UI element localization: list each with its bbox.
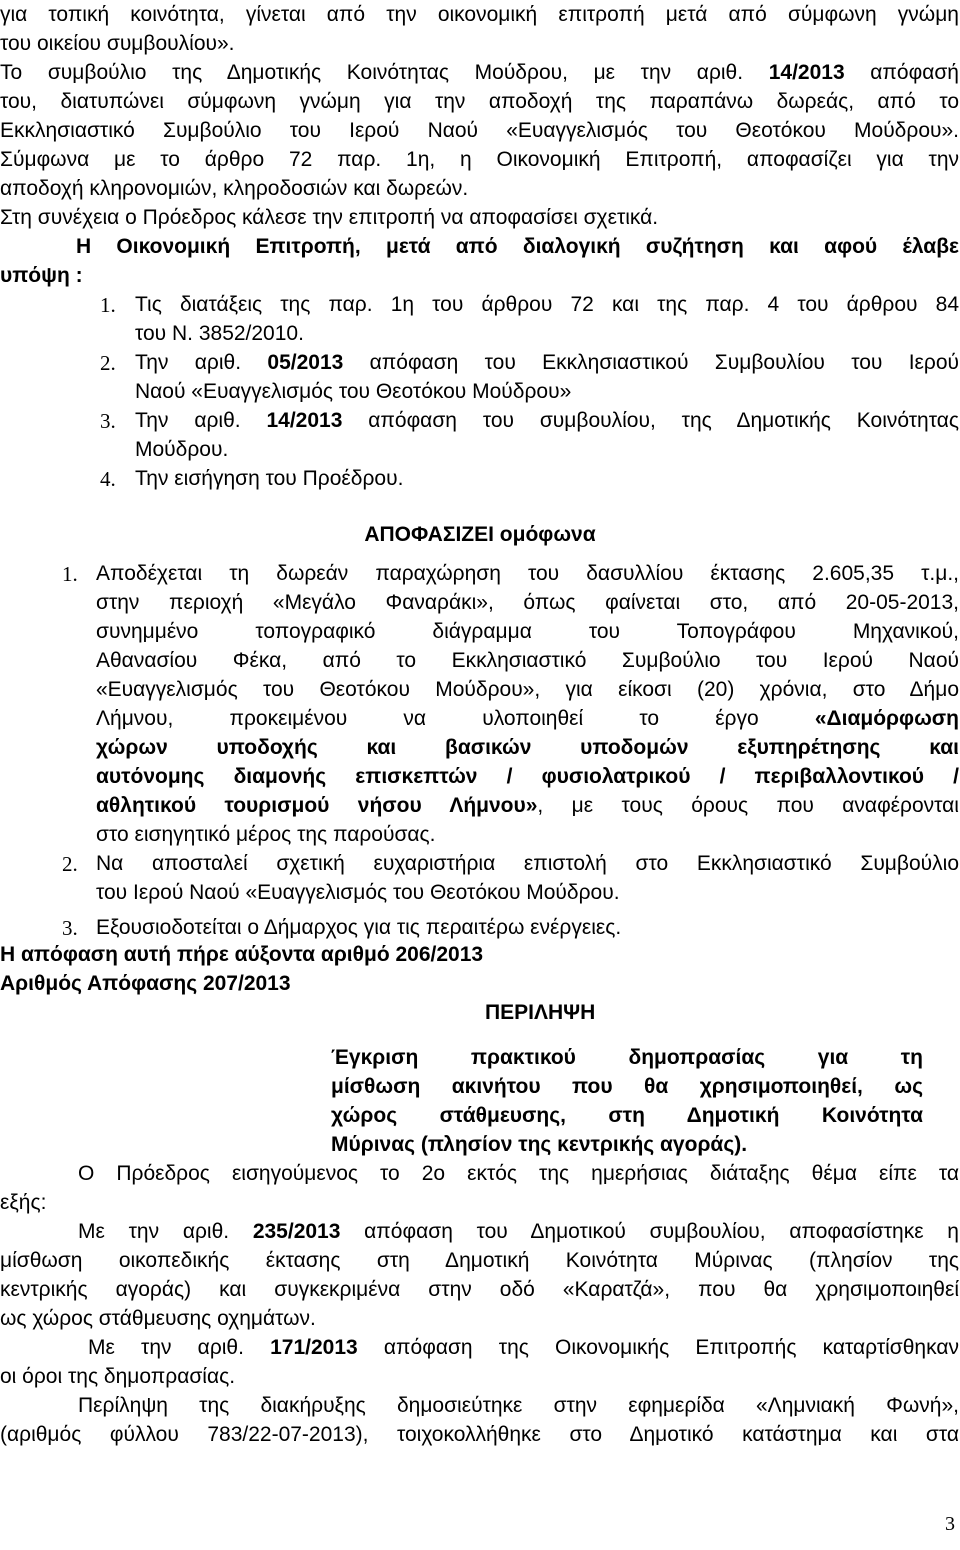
- list-item: [135, 348, 959, 378]
- decision-ref: 14/2013: [266, 409, 343, 432]
- summary-line: Μύρινας (πλησίον της κεντρικής αγοράς).: [331, 1133, 748, 1156]
- text-span: Λήμνου, προκειμένου να υλοποιηθεί το έργο: [96, 707, 815, 730]
- summary-line: μίσθωση ακινήτου που θα χρησιμοποιηθεί, ως: [331, 1075, 923, 1098]
- decision-line: του Ιερού Ναού «Ευαγγελισμός του Θεοτόκου Μούδρου.: [96, 881, 620, 904]
- text-line: κεντρικής αγοράς) και συγκεκριμένα στην οδό «Καρατζά», που θα χρησιμοποιηθεί: [0, 1278, 959, 1301]
- text-line: του, διατυπώνει σύμφωνη γνώμη για την αποδοχή της παραπάνω δωρεάς, από το: [0, 90, 959, 113]
- decision-line: στο εισηγητικό μέρος της παρούσας.: [96, 823, 436, 846]
- text-line: (αριθμός φύλλου 783/22-07-2013), τοιχοκολλήθηκε στο Δημοτικό κατάστημα και στα: [0, 1423, 959, 1446]
- text-line: για τοπική κοινότητα, γίνεται από την οικονομική επιτροπή μετά από σύμφωνη γνώμη: [0, 3, 959, 26]
- decision-ref: 14/2013: [768, 61, 845, 84]
- text-line: Ο Πρόεδρος εισηγούμενος το 2ο εκτός της ημερήσιας διάταξης θέμα είπε τα: [78, 1162, 959, 1185]
- list-number: 2.: [100, 351, 116, 375]
- text-line: ως χώρος στάθμευσης οχημάτων.: [0, 1307, 316, 1330]
- text-line: [0, 58, 959, 88]
- list-number: 3.: [62, 916, 78, 940]
- text-span: απόφαση του συμβουλίου, της Δημοτικής Κοινότητας: [342, 409, 959, 432]
- list-item: [135, 406, 959, 436]
- text-line: Στη συνέχεια ο Πρόεδρος κάλεσε την επιτροπή να αποφασίσει σχετικά.: [0, 206, 659, 229]
- list-number: 1.: [62, 562, 78, 586]
- decision-line: στην περιοχή «Μεγάλο Φαναράκι», όπως φαίνεται στο, από 20-05-2013,: [96, 591, 959, 614]
- text-span: Την αριθ.: [135, 351, 268, 374]
- summary-heading: ΠΕΡΙΛΗΨΗ: [485, 1001, 596, 1024]
- decides-heading: ΑΠΟΦΑΣΙΖΕΙ ομόφωνα: [364, 523, 596, 546]
- text-line: Περίληψη της διακήρυξης δημοσιεύτηκε στην εφημερίδα «Λημνιακή Φωνή»,: [78, 1394, 959, 1417]
- project-title: αυτόνομης διαμονής επισκεπτών / φυσιολατρικού / περιβαλλοντικού /: [96, 765, 959, 788]
- text-line: αποδοχή κληρονομιών, κληροδοσιών και δωρεών.: [0, 177, 469, 200]
- list-number: 2.: [62, 852, 78, 876]
- text-line: [88, 1333, 959, 1363]
- text-span: , με τους όρους που αναφέρονται: [537, 794, 959, 817]
- text-line: Σύμφωνα με το άρθρο 72 παρ. 1η, η Οικονομική Επιτροπή, αποφασίζει για την: [0, 148, 959, 171]
- project-title: «Διαμόρφωση: [814, 707, 959, 730]
- text-span: απόφαση του Εκκλησιαστικού Συμβουλίου του Ιερού: [343, 351, 960, 374]
- list-item: Μούδρου.: [135, 438, 229, 461]
- summary-line: χώρος στάθμευσης, στη Δημοτική Κοινότητα: [331, 1104, 923, 1127]
- list-item: του Ν. 3852/2010.: [135, 322, 304, 345]
- decision-ref: 05/2013: [267, 351, 344, 374]
- list-item: Ναού «Ευαγγελισμός του Θεοτόκου Μούδρου»: [135, 380, 572, 403]
- decision-line: «Ευαγγελισμός του Θεοτόκου Μούδρου», για είκοσι (20) χρόνια, στο Δήμο: [96, 678, 959, 701]
- text-span: Την αριθ.: [135, 409, 267, 432]
- list-number: 1.: [100, 293, 116, 317]
- next-decision-label: Αριθμός Απόφασης 207/2013: [0, 972, 291, 995]
- list-number: 4.: [100, 467, 116, 491]
- decision-line: Εξουσιοδοτείται ο Δήμαρχος για τις περαιτέρω ενέργειες.: [96, 916, 622, 939]
- text-span: απόφαση του Δημοτικού συμβουλίου, αποφασίστηκε η: [340, 1220, 959, 1243]
- text-line: [78, 1217, 959, 1247]
- decision-ref: 171/2013: [270, 1336, 358, 1359]
- decision-line: Να αποσταλεί σχετική ευχαριστήρια επιστολή στο Εκκλησιαστικό Συμβούλιο: [96, 852, 959, 875]
- text-span: Με την αριθ.: [78, 1220, 253, 1243]
- project-title: χώρων υποδοχής και βασικών υποδομών εξυπηρέτησης και: [96, 736, 959, 759]
- text-line: του οικείου συμβουλίου».: [0, 32, 235, 55]
- decision-number: Η απόφαση αυτή πήρε αύξοντα αριθμό 206/2013: [0, 943, 484, 966]
- committee-heading: Η Οικονομική Επιτροπή, μετά από διαλογική συζήτηση και αφού έλαβε: [76, 235, 959, 258]
- text-line: μίσθωση οικοπεδικής έκτασης στη Δημοτική Κοινότητα Μύρινας (πλησίον της: [0, 1249, 959, 1272]
- decision-ref: 235/2013: [252, 1220, 341, 1243]
- decision-line: Αποδέχεται τη δωρεάν παραχώρηση του δασυλλίου έκτασης 2.605,35 τ.μ.,: [96, 562, 959, 585]
- text-span: απόφαση της Οικονομικής Επιτροπής καταρτίσθηκαν: [357, 1336, 959, 1359]
- list-item: Την εισήγηση του Προέδρου.: [135, 467, 404, 490]
- text-line: εξής:: [0, 1191, 47, 1214]
- decision-line: Αθανασίου Φέκα, από το Εκκλησιαστικό Συμβούλιο του Ιερού Ναού: [96, 649, 959, 672]
- list-number: 3.: [100, 409, 116, 433]
- text-span: απόφασή: [844, 61, 959, 84]
- page-number: 3: [945, 1513, 955, 1535]
- decision-line: [96, 791, 959, 821]
- summary-line: Έγκριση πρακτικού δημοπρασίας για τη: [331, 1046, 923, 1069]
- text-span: Το συμβούλιο της Δημοτικής Κοινότητας Μούδρου, με την αριθ.: [0, 61, 769, 84]
- text-line: Εκκλησιαστικό Συμβούλιο του Ιερού Ναού «Ευαγγελισμός του Θεοτόκου Μούδρου».: [0, 119, 959, 142]
- project-title: αθλητικού τουρισμού νήσου Λήμνου»: [96, 794, 538, 817]
- decision-line: [96, 704, 959, 734]
- list-item: Τις διατάξεις της παρ. 1η του άρθρου 72 και της παρ. 4 του άρθρου 84: [135, 293, 959, 316]
- text-line: υπόψη :: [0, 264, 83, 287]
- text-span: Με την αριθ.: [88, 1336, 271, 1359]
- text-line: οι όροι της δημοπρασίας.: [0, 1365, 236, 1388]
- decision-line: συνημμένο τοπογραφικό διάγραμμα του Τοπογράφου Μηχανικού,: [96, 620, 959, 643]
